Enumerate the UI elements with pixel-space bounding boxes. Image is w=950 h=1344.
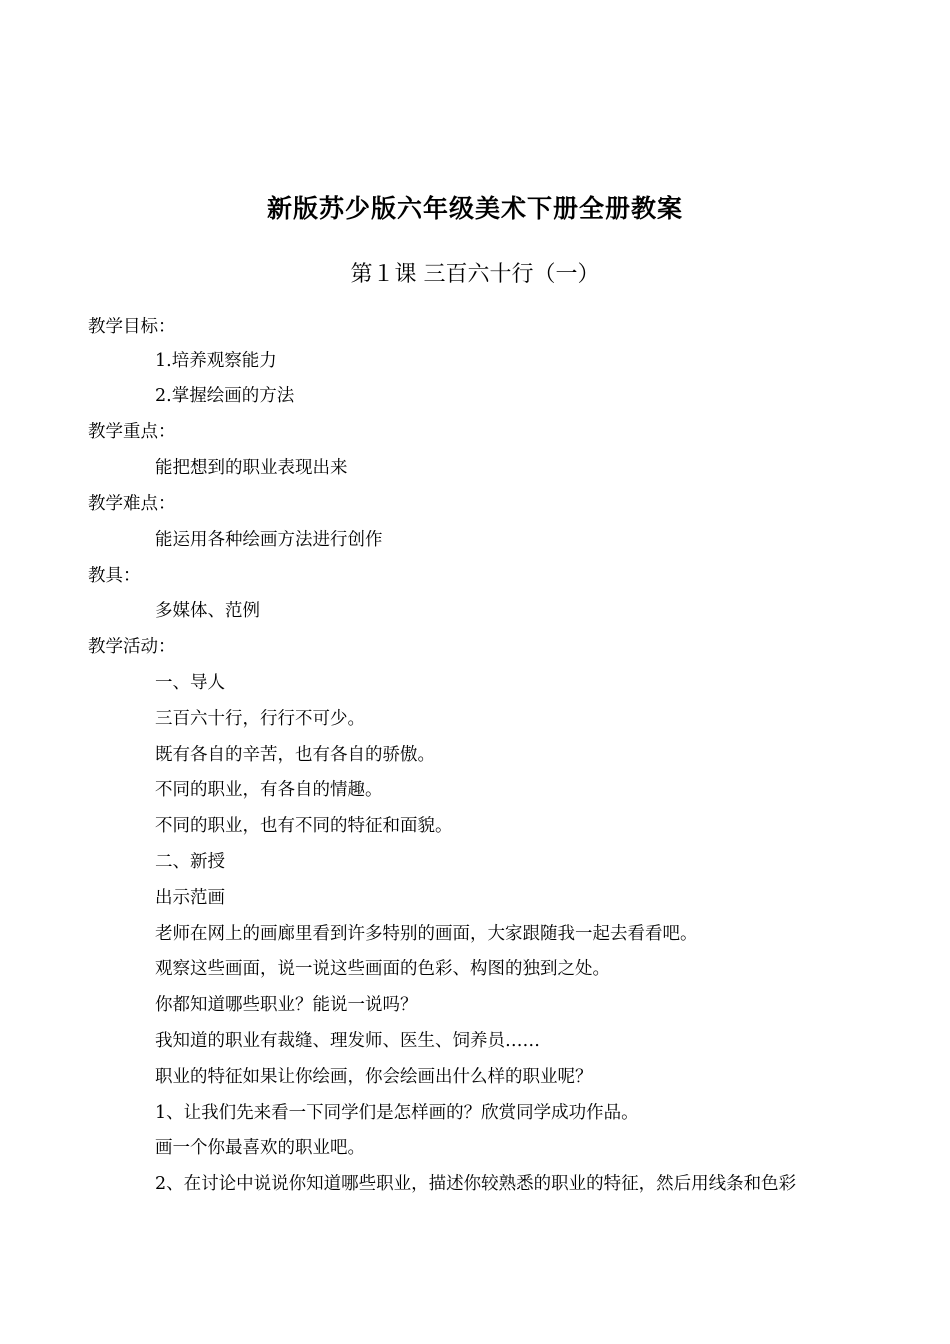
paragraph: 多媒体、范例: [155, 601, 260, 621]
paragraph: 1、让我们先来看一下同学们是怎样画的？欣赏同学成功作品。: [155, 1103, 639, 1123]
section-heading-key-points: 教学重点：: [88, 422, 176, 442]
subheading-introduction: 一、导人: [155, 673, 225, 693]
document-title: 新版苏少版六年级美术下册全册教案: [266, 194, 683, 223]
paragraph: 职业的特征如果让你绘画，你会绘画出什么样的职业呢？: [155, 1067, 593, 1087]
paragraph: 能运用各种绘画方法进行创作: [155, 530, 383, 550]
paragraph: 出示范画: [155, 888, 225, 908]
paragraph: 既有各自的辛苦，也有各自的骄傲。: [155, 745, 435, 765]
list-item: 2.掌握绘画的方法: [155, 386, 295, 406]
paragraph: 我知道的职业有裁缝、理发师、医生、饲养员……: [155, 1031, 540, 1051]
paragraph: 你都知道哪些职业？能说一说吗？: [155, 995, 418, 1015]
lesson-title: 第１课 三百六十行（一）: [350, 262, 600, 287]
paragraph: 三百六十行，行行不可少。: [155, 709, 365, 729]
paragraph: 画一个你最喜欢的职业吧。: [155, 1138, 365, 1158]
paragraph: 不同的职业，也有不同的特征和面貌。: [155, 816, 453, 836]
section-heading-difficulties: 教学难点：: [88, 494, 176, 514]
section-heading-objectives: 教学目标：: [88, 317, 176, 337]
paragraph: 2、在讨论中说说你知道哪些职业，描述你较熟悉的职业的特征，然后用线条和色彩: [155, 1174, 797, 1194]
section-heading-teaching-aids: 教具：: [88, 566, 141, 586]
paragraph: 能把想到的职业表现出来: [155, 458, 348, 478]
paragraph: 老师在网上的画廊里看到许多特别的画面，大家跟随我一起去看看吧。: [155, 924, 698, 944]
paragraph: 不同的职业，有各自的情趣。: [155, 780, 383, 800]
section-heading-activities: 教学活动：: [88, 637, 176, 657]
list-item: 1.培养观察能力: [155, 351, 277, 371]
subheading-new-lesson: 二、新授: [155, 852, 225, 872]
paragraph: 观察这些画面，说一说这些画面的色彩、构图的独到之处。: [155, 959, 610, 979]
